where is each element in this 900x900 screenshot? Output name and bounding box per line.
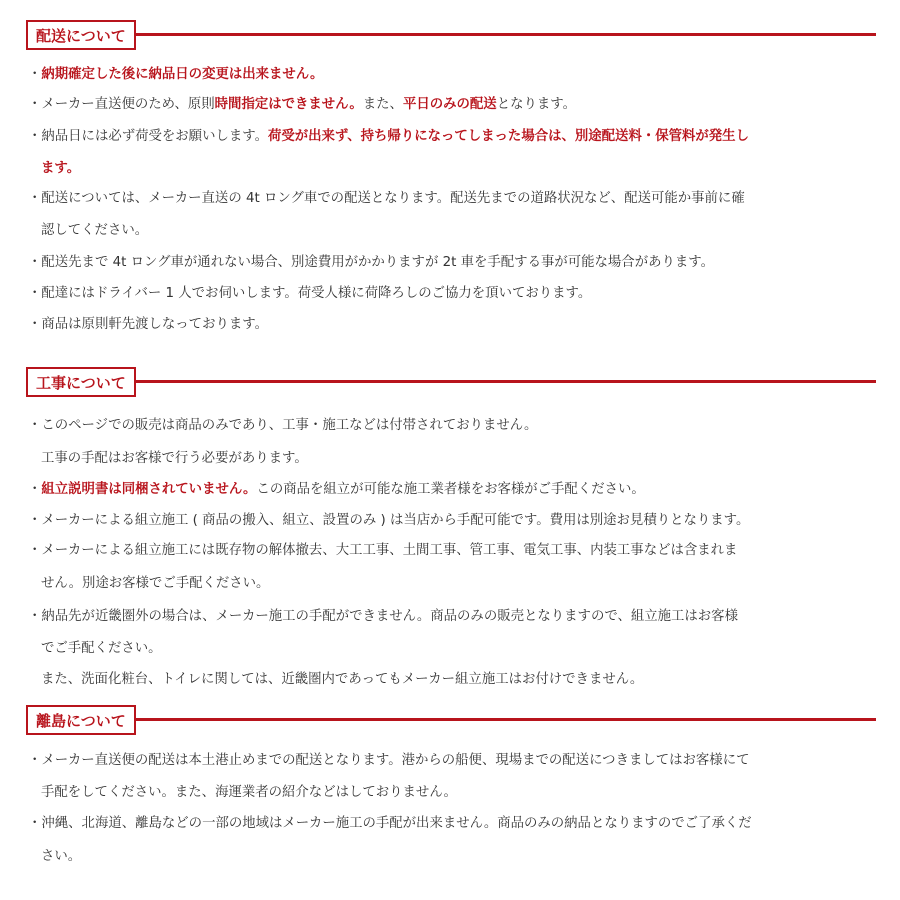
section-title: 離島について <box>26 705 136 735</box>
body-text: ・納品日には必ず荷受をお願いします。 <box>28 129 268 144</box>
body-text: でご手配ください。 <box>41 641 162 656</box>
body-text: 工事の手配はお客様で行う必要があります。 <box>41 451 308 466</box>
section-1 <box>0 20 900 332</box>
body-text: ・このページでの販売は商品のみであり、工事・施工などは付帯されておりません。 <box>28 418 538 433</box>
text-line <box>28 848 81 866</box>
body-text: さい。 <box>41 849 82 864</box>
text-line <box>28 481 645 499</box>
text-line <box>28 784 457 802</box>
text-line <box>28 417 537 435</box>
body-text: せん。別途お客様でご手配ください。 <box>41 576 270 591</box>
body-text: ・メーカーによる組立施工には既存物の解体撤去、大工工事、土間工事、管工事、電気工事、内装工事などは含まれま <box>28 543 738 558</box>
text-line <box>28 671 643 689</box>
highlight-text: 時間指定はできません。 <box>214 97 363 112</box>
text-line <box>28 96 576 114</box>
section-title: 配送について <box>26 20 136 50</box>
section-divider <box>136 33 876 36</box>
text-line <box>28 66 323 84</box>
body-text: ・メーカー直送便のため、原則 <box>28 97 215 112</box>
body-text: ・メーカー直送便の配送は本土港止めまでの配送となります。港からの船便、現場までの配送につきましてはお客様にて <box>28 753 750 768</box>
text-line <box>28 575 269 593</box>
body-text: 手配をしてください。また、海運業者の紹介などはしておりません。 <box>41 785 457 800</box>
text-line <box>28 608 738 626</box>
body-text: ・配達にはドライバー 1 人でお伺いします。荷受人様に荷降ろしのご協力を頂いております。 <box>28 286 592 301</box>
text-line <box>28 450 308 468</box>
section-header <box>0 20 900 54</box>
text-line <box>28 128 749 146</box>
section-divider <box>136 380 876 383</box>
body-text: 認してください。 <box>41 223 149 238</box>
body-text: ・沖縄、北海道、離島などの一部の地域はメーカー施工の手配が出来ません。商品のみの納品となりますのでご了承くだ <box>28 816 752 831</box>
text-line <box>28 542 737 560</box>
highlight-text: ます。 <box>41 161 81 176</box>
body-text: ・納品先が近畿圏外の場合は、メーカー施工の手配ができません。商品のみの販売となりますので、組立施工はお客様 <box>28 609 738 624</box>
body-text: また、 <box>362 97 403 112</box>
body-text: ・メーカーによる組立施工 ( 商品の搬入、組立、設置のみ ) は当店から手配可能です。費用は別途お見積りとなります。 <box>28 513 750 528</box>
section-header <box>0 705 900 739</box>
text-line <box>28 512 749 530</box>
text-line <box>28 222 148 240</box>
highlight-text: 納期確定した後に納品日の変更は出来ません。 <box>41 67 324 82</box>
section-divider <box>136 718 876 721</box>
text-line <box>28 160 80 178</box>
section-header <box>0 367 900 401</box>
body-text: ・配送については、メーカー直送の 4t ロング車での配送となります。配送先までの道路状況など、配送可能か事前に確 <box>28 191 745 206</box>
body-text: ・商品は原則軒先渡しなっております。 <box>28 317 268 332</box>
body-text: また、洗面化粧台、トイレに関しては、近畿圏内であってもメーカー組立施工はお付けできません。 <box>41 672 644 687</box>
section-title: 工事について <box>26 367 136 397</box>
text-line <box>28 640 162 658</box>
body-text: となります。 <box>496 97 576 112</box>
highlight-text: 組立説明書は同梱されていません。 <box>41 482 257 497</box>
body-text: ・ <box>28 482 42 497</box>
text-line <box>28 815 752 833</box>
highlight-text: 平日のみの配送 <box>402 97 497 112</box>
text-line <box>28 752 749 770</box>
section-3 <box>0 705 900 864</box>
body-text: ・配送先まで 4t ロング車が通れない場合、別途費用がかかりますが 2t 車を手配する事が可能な場合があります。 <box>28 255 714 270</box>
text-line <box>28 285 591 303</box>
text-line <box>28 190 745 208</box>
body-text: ・ <box>28 67 42 82</box>
text-line <box>28 316 268 334</box>
body-text: この商品を組立が可能な施工業者様をお客様がご手配ください。 <box>256 482 645 497</box>
text-line <box>28 254 714 272</box>
section-2 <box>0 367 900 687</box>
highlight-text: 荷受が出来ず、持ち帰りになってしまった場合は、別途配送料・保管料が発生し <box>267 129 749 144</box>
